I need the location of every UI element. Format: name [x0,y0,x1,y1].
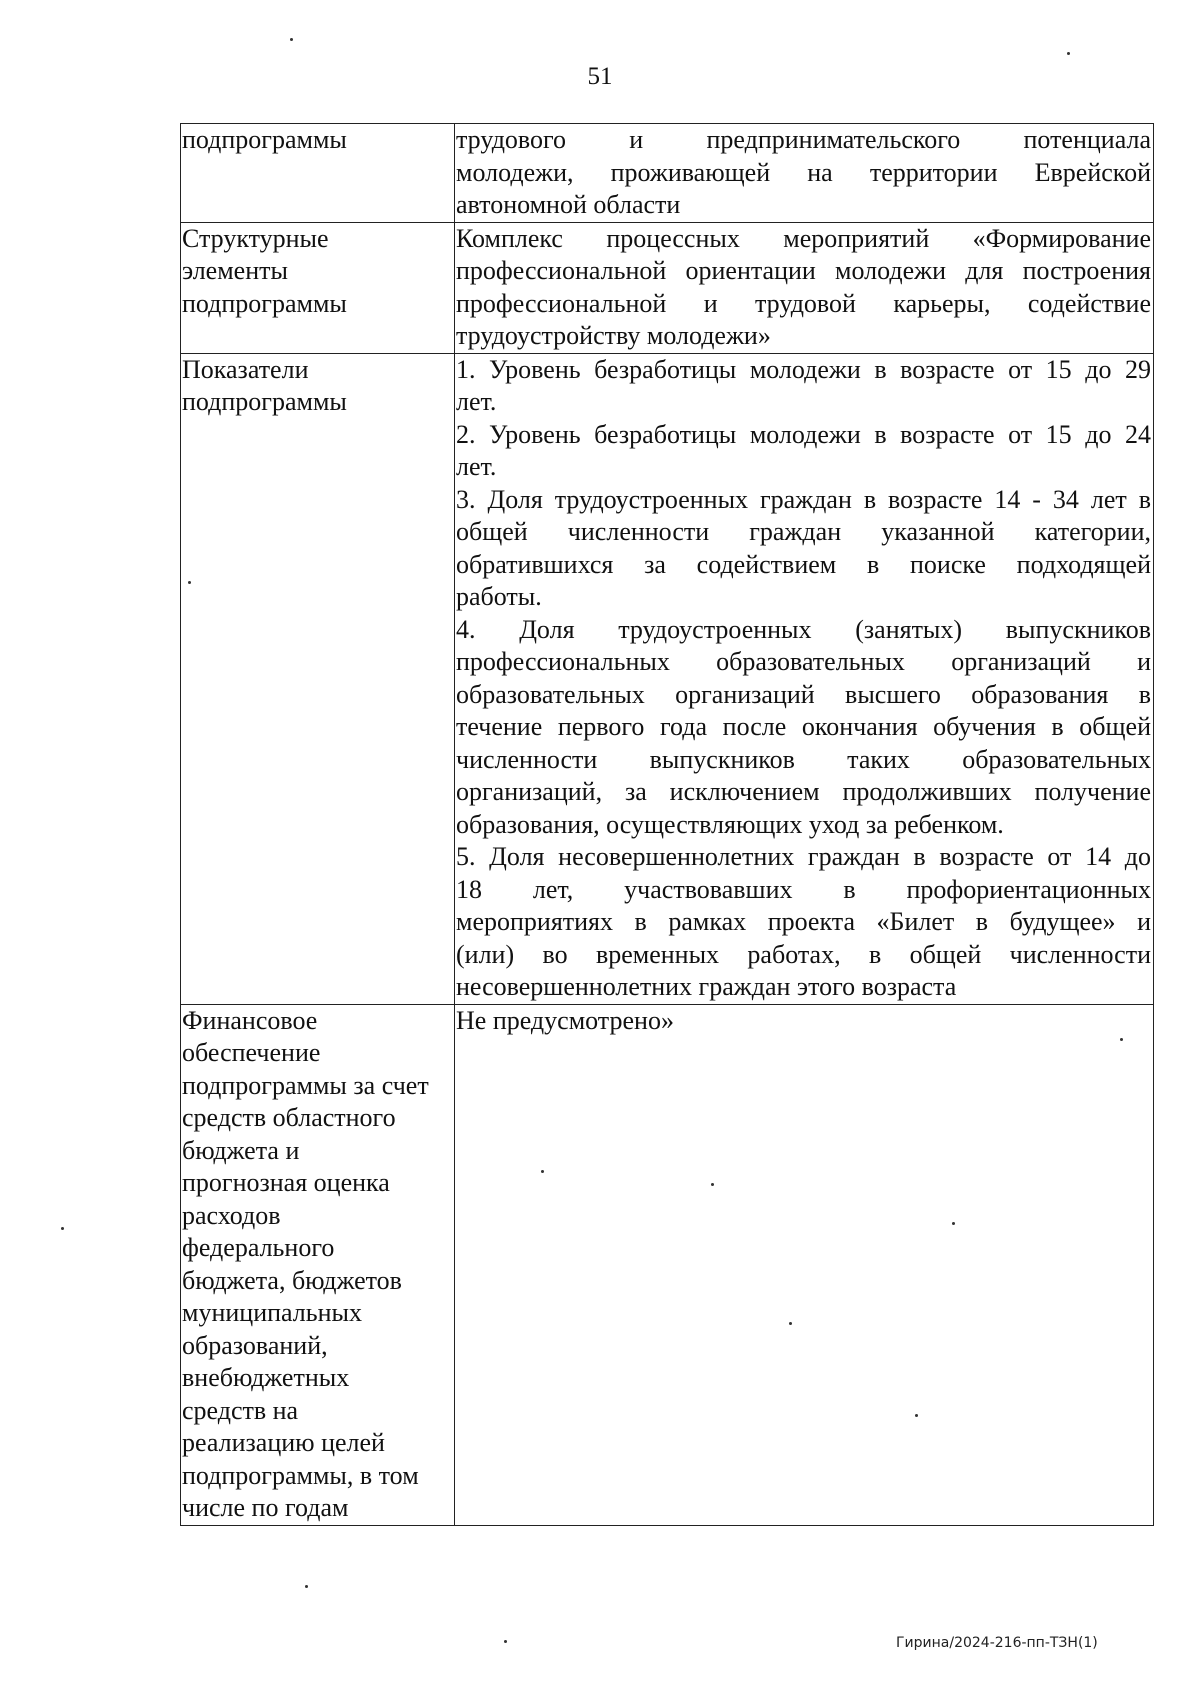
row-value-line: профессиональных образовательных организаций и [456,647,1151,676]
row-value-line: численности выпускников таких образовательных [456,744,1151,774]
row-label-line: муниципальных [182,1298,363,1327]
row-value-line: трудового и предпринимательского потенциала [456,125,1151,154]
row-label-cell [181,222,455,353]
row-value-cell [455,353,1154,1004]
row-label-line: средств областного [182,1103,396,1132]
row-value-line: лет. [456,452,497,481]
row-value-line: мероприятиях в рамках проекта «Билет в будущее» и [456,907,1151,936]
scan-speck [1120,1038,1123,1041]
row-value-line: (или) во временных работах, в общей численности [456,939,1151,969]
row-value-line: 2. Уровень безработицы молодежи в возрасте от 15 до 24 [456,419,1151,449]
table-body [181,124,1154,1526]
row-value-line: образования, осуществляющих уход за ребенком. [456,809,1004,839]
row-value-cell [455,222,1154,353]
row-label-line: подпрограммы, в том [182,1460,419,1490]
row-value-line: Не предусмотрено» [456,1005,674,1035]
row-label-line: прогнозная оценка [182,1168,390,1197]
scan-speck [952,1222,955,1225]
row-label-line: средств на [182,1395,299,1425]
scan-speck [504,1640,507,1643]
row-label-line: подпрограммы [182,125,347,154]
row-label-line: Структурные [182,223,329,253]
row-label-line: элементы [182,256,288,285]
scan-speck [305,1585,308,1588]
row-value-line: 1. Уровень безработицы молодежи в возрасте от 15 до 29 [456,354,1151,384]
scan-speck [1067,52,1070,55]
row-label-line: подпрограммы [182,387,347,416]
row-label-line: числе по годам [182,1493,349,1522]
row-value-line: 3. Доля трудоустроенных граждан в возрасте 14 - 34 лет в [456,484,1151,514]
row-value-line: трудоустройству молодежи» [456,321,771,350]
row-value-line: автономной области [456,190,681,219]
row-value-line: течение первого года после окончания обучения в общей [456,712,1151,741]
row-value-line: общей численности граждан указанной категории, [456,517,1151,546]
row-label-line: подпрограммы [182,288,347,318]
row-label-line: расходов [182,1200,281,1230]
scan-speck [789,1322,792,1325]
scan-speck [711,1183,714,1186]
row-label-line: Показатели [182,354,309,384]
row-label-cell [181,353,455,1004]
row-label-line: федерального [182,1233,335,1262]
row-label-line: обеспечение [182,1038,321,1067]
row-label-line: подпрограммы за счет [182,1070,429,1100]
row-value-line: 5. Доля несовершеннолетних граждан в возрасте от 14 до [456,842,1151,871]
document-code: Гирина/2024-216-пп-ТЗН(1) [896,1635,1098,1651]
scan-speck [188,581,191,584]
page-number: 51 [587,63,613,90]
row-label-line: бюджета, бюджетов [182,1265,402,1295]
passport-table [180,123,1154,1526]
row-value-line: профессиональной ориентации молодежи для построения [456,256,1151,285]
row-value-line: обратившихся за содействием в поиске подходящей [456,549,1151,579]
row-value-line: организаций, за исключением продолживших получение [456,777,1151,806]
row-value-line: молодежи, проживающей на территории Еврейской [456,157,1151,187]
row-value-line: Комплекс процессных мероприятий «Формирование [456,223,1151,253]
row-label-line: бюджета и [182,1135,300,1165]
row-label-line: внебюджетных [182,1363,350,1392]
table-row [181,222,1154,353]
row-label-line: реализацию целей [182,1428,385,1457]
table-row [181,353,1154,1004]
row-label-cell [181,1004,455,1525]
scan-speck [541,1170,544,1173]
row-value-line: лет. [456,387,497,416]
scan-speck [915,1414,918,1417]
table-row [181,124,1154,223]
table-row [181,1004,1154,1525]
row-value-line: несовершеннолетних граждан этого возраста [456,972,957,1001]
row-value-line: 4. Доля трудоустроенных (занятых) выпускников [456,614,1151,644]
row-value-line: 18 лет, участвовавших в профориентационных [456,874,1151,904]
row-label-line: образований, [182,1330,328,1360]
row-value-line: работы. [456,582,542,611]
row-label-cell [181,124,455,223]
row-label-line: Финансовое [182,1005,318,1035]
row-value-cell [455,124,1154,223]
scan-speck [290,38,293,41]
scan-speck [61,1227,64,1230]
row-value-cell [455,1004,1154,1525]
row-value-line: профессиональной и трудовой карьеры, содействие [456,288,1151,318]
row-value-line: образовательных организаций высшего образования в [456,679,1151,709]
